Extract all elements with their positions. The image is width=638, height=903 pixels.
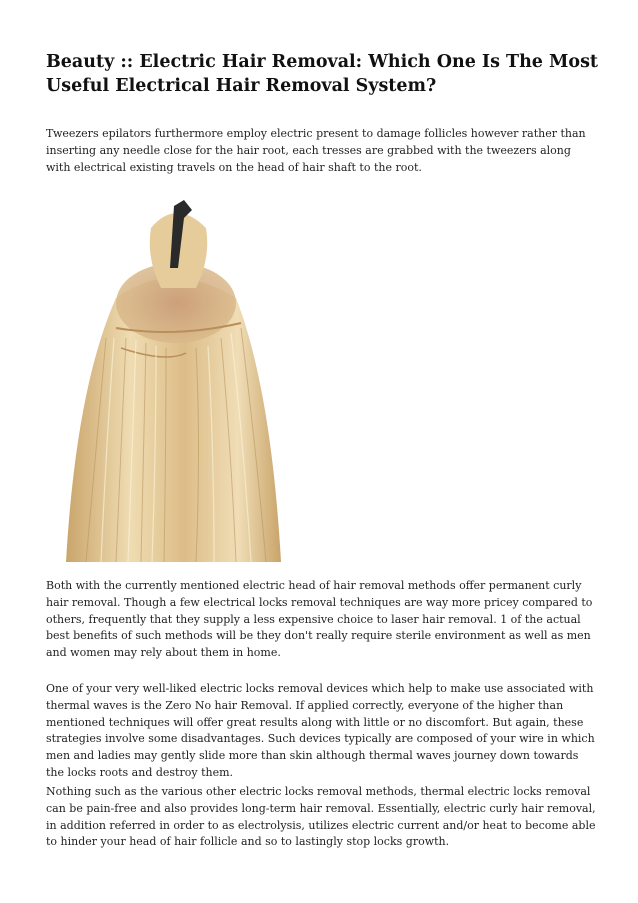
hair-extension-photo [46,188,296,562]
paragraph: Tweezers epilators furthermore employ electric present to damage follicles however rather than inserting any needle close for the hair root, each tresses are grabbed with the tweezers along with electrical existing travels on the head of hair shaft to the root. [46,127,586,174]
hair-photo-illustration [46,188,296,562]
paragraph: One of your very well-liked electric locks removal devices which help to make use associated with thermal waves is the Zero No hair Removal. If applied correctly, everyone of the higher than mentioned techniques will offer great results along with little or no discomfort. But again, these strategies involve some disadvantages. Such devices typically are composed of your wire in which men and ladies may gently slide more than skin although thermal waves journey down towards the locks roots and destroy them. [46,682,595,779]
page-title: Beauty :: Electric Hair Removal: Which One Is The Most Useful Electrical Hair Removal System? [46,52,599,96]
paragraph: Both with the currently mentioned electric head of hair removal methods offer permanent curly hair removal. Though a few electrical locks removal techniques are way more pricey compared to others, frequently that they supply a less expensive choice to laser hair removal. 1 of the actual best benefits of such methods will be they don't really require sterile environment as well as men and women may rely about them in home. [46,579,593,660]
paragraph: Nothing such as the various other electric locks removal methods, thermal electric locks removal can be pain-free and also provides long-term hair removal. Essentially, electric curly hair removal, in addition referred in order to as electrolysis, utilizes electric current and/or heat to become able to hinder your head of hair follicle and so to lastingly stop locks growth. [46,785,596,849]
